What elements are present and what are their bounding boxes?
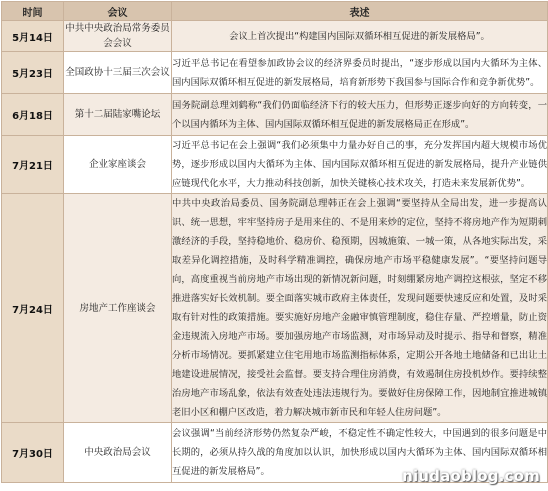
table-row — [2, 21, 548, 52]
row-statement: 中共中央政治局委员、国务院副总理韩正在会上强调“要坚持从全局出发，进一步提高认识、统一思想，牢牢坚持房子是用来住的、不是用来炒的定位，坚持不将房地产作为短期刺激经济的手段，坚持稳地价、稳房价、稳预期，因城施策、一城一策，从各地实际出发，采取差异化调控措施，及时科学精准调控，确保房地产市场平稳健康发展”。“要坚持问题导向，高度重视当前房地产市场出现的新情况新问题，时刻绷紧房地产调控这根弦，坚定不移推进落实好长效机制。要全面落实城市政府主体责任，发现问题要快速反应和处置，及时采取有针对性的政策措施。要实施好房地产金融审慎管理制度，稳住存量、严控增量，防止资金违规流入房地产市场。要加强房地产市场监测，对市场异动及时提示、指导和督察，精准分析市场情况。要抓紧建立住宅用地市场监测指标体系，定期公开各地土地储备和已出让土地建设进展情况，接受社会监督。要支持合理住房消费，有效遏制住房投机炒作。要持续整治房地产市场乱象，依法有效查处违法违规行为。要做好住房保障工作，因地制宜推进城镇老旧小区和棚户区改造，着力解决城市新市民和年轻人住房问题”。 — [172, 194, 548, 423]
row-date: 5月14日 — [2, 21, 64, 52]
row-date: 7月24日 — [2, 194, 64, 423]
row-meeting: 企业家座谈会 — [64, 136, 172, 194]
row-statement: 国务院副总理刘鹤称“我们仍面临经济下行的较大压力，但形势正逐步向好的方向转变，一个以国内循环为主体、国内国际双循环相互促进的新发展格局正在形成”。 — [172, 94, 548, 136]
header-meeting: 会议 — [64, 2, 172, 21]
row-date: 5月23日 — [2, 52, 64, 94]
row-date: 7月21日 — [2, 136, 64, 194]
row-statement: 习近平总书记在会上强调“我们必须集中力量办好自己的事，充分发挥国内超大规模市场优势，逐步形成以国内大循环为主体、国内国际双循环相互促进的新发展格局，提升产业链供应链现代化水平，大力推动科技创新，加快关键核心技术攻关，打造未来发展新优势”。 — [172, 136, 548, 194]
table-row — [2, 194, 548, 423]
row-statement: 会议强调“当前经济形势仍然复杂严峻，不稳定性不确定性较大，中国遇到的很多问题是中长期的，必须从持久战的角度加以认识，加快形成以国内大循环为主体、国内国际双循环相互促进的新发展格局”。 — [172, 423, 548, 483]
header-statement: 表述 — [172, 2, 548, 21]
table-header-row — [2, 2, 548, 21]
header-date: 时间 — [2, 2, 64, 21]
row-statement: 习近平总书记在看望参加政协会议的经济界委员时提出，“逐步形成以国内大循环为主体、国内国际双循环相互促进的新发展格局，培育新形势下我国参与国际合作和竞争新优势”。 — [172, 52, 548, 94]
watermark: niudaoblog.com — [402, 467, 540, 485]
page — [0, 1, 548, 491]
policy-timeline-table — [1, 1, 548, 483]
row-meeting: 全国政协十三届三次会议 — [64, 52, 172, 94]
row-meeting: 房地产工作座谈会 — [64, 194, 172, 423]
table-row — [2, 136, 548, 194]
row-meeting: 第十二届陆家嘴论坛 — [64, 94, 172, 136]
row-meeting: 中共中央政治局常务委员会会议 — [64, 21, 172, 52]
table-row — [2, 94, 548, 136]
row-statement: 会议上首次提出“构建国内国际双循环相互促进的新发展格局”。 — [172, 21, 548, 52]
table-row — [2, 52, 548, 94]
row-date: 7月30日 — [2, 423, 64, 483]
row-meeting: 中央政治局会议 — [64, 423, 172, 483]
row-date: 6月18日 — [2, 94, 64, 136]
